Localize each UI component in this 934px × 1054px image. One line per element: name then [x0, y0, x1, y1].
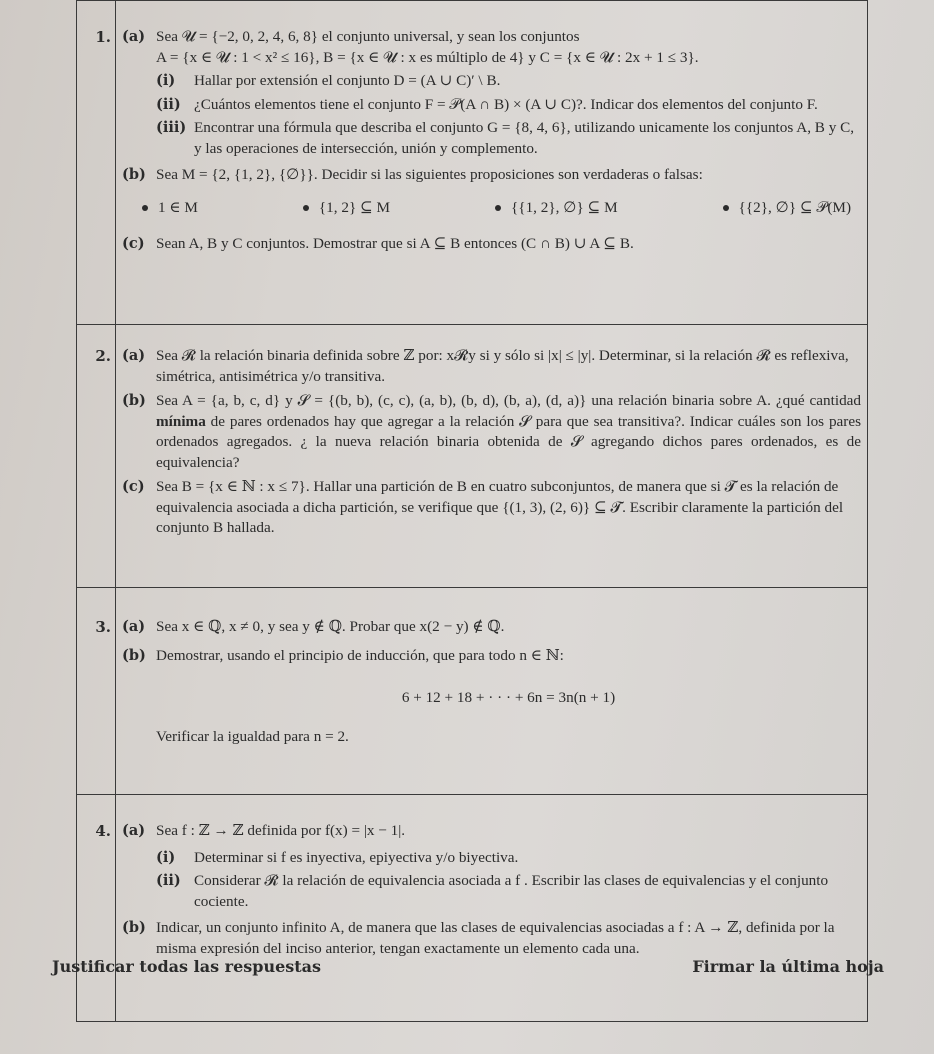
bullet-icon — [142, 205, 148, 211]
bullet-icon — [495, 205, 501, 211]
exercise-body — [116, 325, 868, 588]
bullet-text: 1 ∈ M — [158, 198, 198, 216]
part-a — [122, 617, 861, 638]
part-label: (b) — [122, 392, 146, 409]
emphasis-text: mínima — [156, 412, 206, 430]
bullet-text: {{2}, ∅} ⊆ 𝒫(M) — [738, 198, 851, 216]
subpart-text: Encontrar una fórmula que describa el conjunto G = {8, 4, 6}, utilizando unicamente los conjuntos A, B y C, y las operaciones de intersección, unión y complemento. — [194, 119, 855, 157]
bullet-icon — [723, 205, 729, 211]
exercise-body — [116, 795, 868, 1022]
part-text: Sea B = {x ∈ ℕ : x ≤ 7}. Hallar una partición de B en cuatro subconjuntos, de manera que si 𝓣 es la relación de equivalencia asociada a dicha partición, se verifique que {(1, 3), (2, 6)} ⊆ 𝓣. Escribir claramente la partición del conjunto B hallada. — [156, 478, 844, 536]
part-b — [122, 646, 861, 748]
exercise-body — [116, 588, 868, 795]
part-label: (c) — [122, 235, 145, 252]
subpart-text: Considerar 𝓡 la relación de equivalencia asociada a f . Escribir las clases de equivalencias y el conjunto cociente. — [194, 872, 829, 910]
exercise-2 — [77, 325, 868, 588]
bullet-item — [723, 198, 851, 219]
bullet-text: {1, 2} ⊆ M — [318, 198, 391, 216]
part-text: Sea M = {2, {1, 2}, {∅}}. Decidir si las siguientes proposiciones son verdaderas o falsas: — [156, 166, 703, 183]
part-text: Sea 𝓡 la relación binaria definida sobre ℤ por: x𝓡y si y sólo si |x| ≤ |y|. Determinar, si la relación 𝓡 es reflexiva, simétrica, antisimétrica y/o transitiva. — [156, 347, 849, 385]
part-text: A = {x ∈ 𝓤 : 1 < x² ≤ 16}, B = {x ∈ 𝓤 : x es múltiplo de 4} y C = {x ∈ 𝓤 : 2x + 1 ≤ 3}. — [156, 48, 699, 66]
bullet-item — [303, 198, 390, 219]
bullet-list — [142, 198, 861, 219]
text-segment: de pares ordenados hay que agregar a la relación 𝓢 para que sea transitiva?. Indicar cuáles son los pares ordenados agregados. ¿ la nueva relación binaria obtenida de 𝓢 agregando dichos pares ordenados, es de equivalencia? — [156, 412, 861, 471]
exercise-number: 2. — [77, 325, 116, 588]
subpart-text: Determinar si f es inyectiva, epiyectiva y/o biyectiva. — [194, 848, 519, 866]
part-text: Sea x ∈ ℚ, x ≠ 0, y sea y ∉ ℚ. Probar que x(2 − y) ∉ ℚ. — [156, 618, 505, 635]
part-label: (a) — [122, 28, 146, 45]
verify-text: Verificar la igualdad para n = 2. — [156, 727, 349, 745]
subpart-label: (ii) — [156, 872, 181, 889]
part-text: Sea 𝓤 = {−2, 0, 2, 4, 6, 8} el conjunto universal, y sean los conjuntos — [156, 28, 580, 45]
part-label: (a) — [122, 618, 146, 635]
subpart-text: Hallar por extensión el conjunto D = (A ∪ C)′ \ B. — [194, 72, 501, 89]
part-c — [122, 477, 861, 539]
subpart-label: (i) — [156, 72, 176, 89]
part-a — [122, 27, 861, 159]
part-text: Demostrar, usando el principio de inducción, que para todo n ∈ ℕ: — [156, 646, 564, 664]
footer-signature-note: Firmar la última hoja — [692, 957, 884, 976]
part-text: Indicar, un conjunto infinito A, de manera que las clases de equivalencias asociadas a f : A → ℤ, definida por la misma expresión del inciso anterior, tengan exactamente un elemento cada una. — [156, 919, 835, 957]
bullet-icon — [303, 205, 309, 211]
subpart-text: ¿Cuántos elementos tiene el conjunto F = 𝒫(A ∩ B) × (A ∪ C)?. Indicar dos elementos del conjunto F. — [194, 95, 818, 113]
subpart-label: (iii) — [156, 119, 187, 136]
subpart-ii — [156, 95, 861, 116]
bullet-item — [495, 198, 618, 219]
part-label: (b) — [122, 919, 146, 936]
subpart-label: (ii) — [156, 95, 181, 113]
part-label: (c) — [122, 478, 145, 495]
part-text — [156, 391, 861, 473]
subpart-label: (i) — [156, 848, 176, 866]
bullet-text: {{1, 2}, ∅} ⊆ M — [511, 198, 618, 216]
exercise-body — [116, 1, 868, 325]
part-label: (a) — [122, 822, 146, 839]
exercise-number: 1. — [77, 1, 116, 325]
formula: 6 + 12 + 18 + · · · + 6n = 3n(n + 1) — [401, 689, 616, 706]
footer-instruction: Justificar todas las respuestas — [52, 957, 322, 976]
subpart-i — [156, 848, 861, 869]
part-label: (b) — [122, 166, 146, 183]
part-text: Sea f : ℤ → ℤ definida por f(x) = |x − 1|. — [156, 822, 406, 839]
part-label: (b) — [122, 646, 146, 664]
exercise-number: 3. — [77, 588, 116, 795]
part-b — [122, 165, 861, 186]
subpart-i — [156, 71, 861, 92]
part-text: Sean A, B y C conjuntos. Demostrar que si A ⊆ B entonces (C ∩ B) ∪ A ⊆ B. — [156, 235, 634, 252]
bullet-item — [142, 198, 198, 219]
part-a — [122, 346, 861, 387]
part-b — [122, 918, 861, 959]
exercise-number: 4. — [77, 795, 116, 1022]
exercise-3 — [77, 588, 868, 795]
part-a — [122, 821, 861, 912]
exercise-4 — [77, 795, 868, 1022]
part-label: (a) — [122, 347, 146, 364]
exam-table — [76, 0, 868, 1022]
exercise-1 — [77, 1, 868, 325]
part-c — [122, 234, 861, 255]
subpart-iii — [156, 118, 861, 159]
subpart-ii — [156, 871, 861, 912]
text-segment: Sea A = {a, b, c, d} y 𝓢 = {(b, b), (c, c), (a, b), (b, d), (b, a), (d, a)} una relación binaria sobre A. ¿qué cantidad — [156, 392, 861, 409]
part-b — [122, 391, 861, 473]
